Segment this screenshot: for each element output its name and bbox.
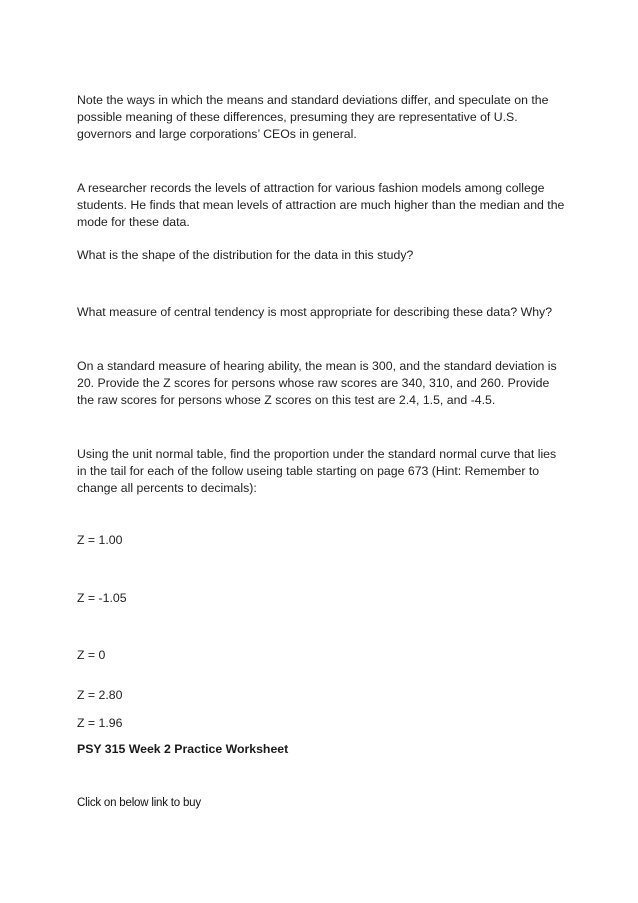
z-value-item: Z = -1.05 [77, 591, 127, 605]
question-distribution-shape: What is the shape of the distribution for the data in this study? [77, 248, 414, 262]
paragraph-hearing-ability: On a standard measure of hearing ability, the mean is 300, and the standard deviation is 20. Provide the Z scores for persons whose raw scores are 340, 310, and 260. Provide the raw scores for persons whose Z scores on this test are 2.4, 1.5, and -4.5. [77, 359, 557, 407]
paragraph-unit-normal-table: Using the unit normal table, find the proportion under the standard normal curve that lies in the tail for each of the follow useing table starting on page 673 (Hint: Remember to change all percents to decimals): [77, 447, 557, 495]
worksheet-title: PSY 315 Week 2 Practice Worksheet [77, 742, 289, 756]
z-value-item: Z = 1.00 [77, 533, 123, 547]
question-central-tendency: What measure of central tendency is most appropriate for describing these data? Why? [77, 305, 553, 319]
buy-link-text: Click on below link to buy [77, 797, 201, 809]
z-value-item: Z = 0 [77, 648, 106, 662]
paragraph-researcher-attraction: A researcher records the levels of attraction for various fashion models among college students. He finds that mean levels of attraction are much higher than the median and the mode for these data. [77, 181, 565, 229]
z-value-item: Z = 2.80 [77, 688, 123, 702]
paragraph-means-deviations: Note the ways in which the means and standard deviations differ, and speculate on the possible meaning of these differences, presuming they are representative of U.S. governors and large corporations’ CEOs in general. [77, 93, 549, 141]
z-value-item: Z = 1.96 [77, 716, 123, 730]
